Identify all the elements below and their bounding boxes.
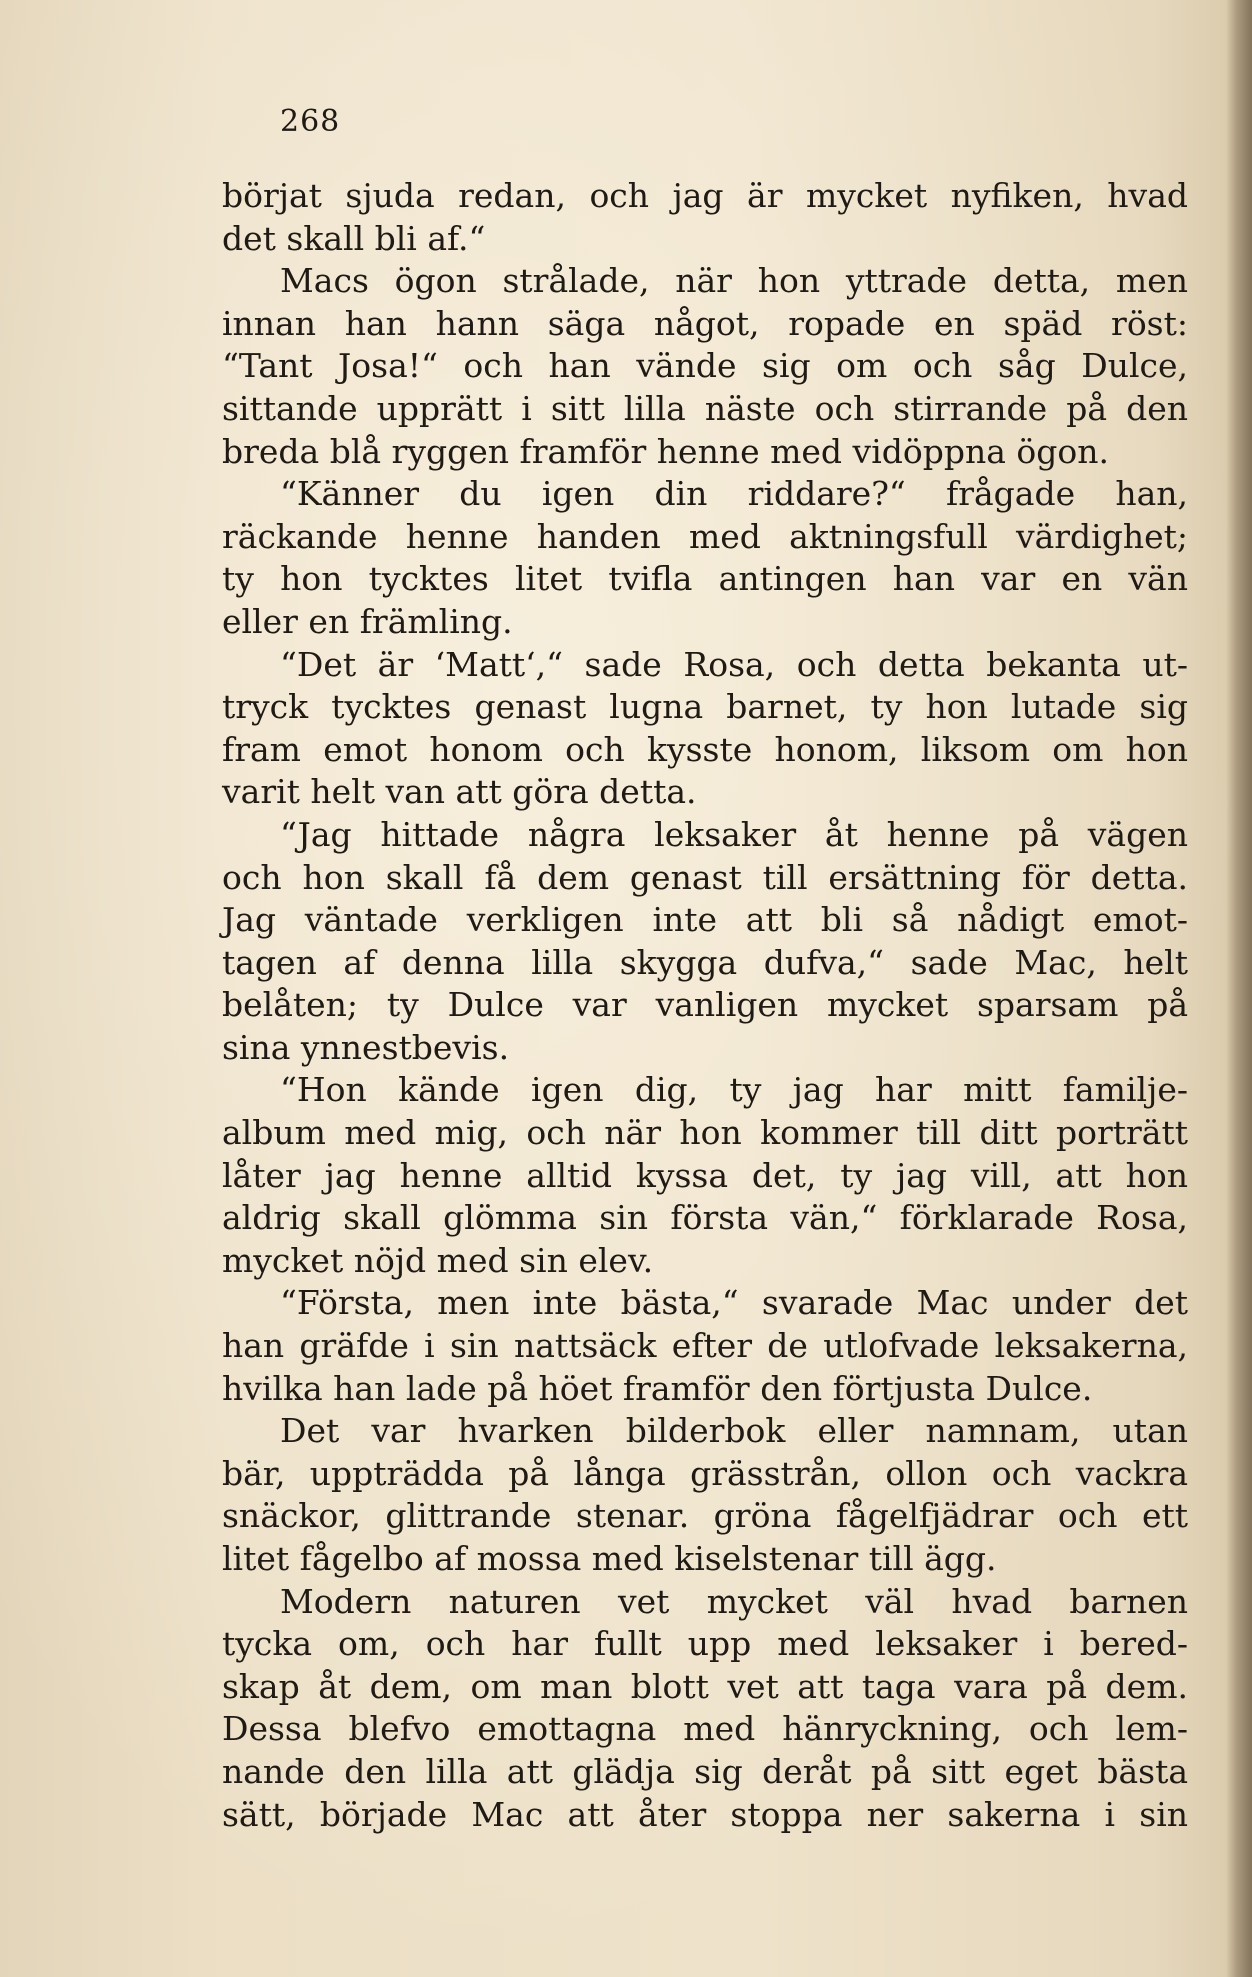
text-line: tycka om, och har fullt upp med leksaker i bered-: [222, 1624, 1188, 1664]
text-line: sätt, började Mac att åter stoppa ner sakerna i sin: [222, 1794, 1188, 1834]
text-line: eller en främling.: [222, 601, 513, 641]
text-line: varit helt van att göra detta.: [222, 772, 697, 812]
text-line: räckande henne handen med aktningsfull värdighet;: [222, 516, 1188, 556]
text-line: ty hon tycktes litet tvifla antingen han var en vän: [222, 559, 1188, 599]
text-line: “Första, men inte bästa,“ svarade Mac under det: [280, 1283, 1188, 1323]
text-line: nande den lilla att glädja sig deråt på sitt eget bästa: [222, 1751, 1188, 1791]
text-line: album med mig, och när hon kommer till ditt porträtt: [222, 1113, 1188, 1153]
text-line: hvilka han lade på höet framför den förtjusta Dulce.: [222, 1368, 1093, 1408]
text-line: Det var hvarken bilderbok eller namnam, utan: [280, 1411, 1188, 1451]
text-line: tryck tycktes genast lugna barnet, ty hon lutade sig: [222, 687, 1188, 727]
text-line: litet fågelbo af mossa med kiselstenar till ägg.: [222, 1539, 997, 1578]
text-line: “Det är ‘Matt‘,“ sade Rosa, och detta bekanta ut-: [280, 644, 1188, 684]
text-line: det skall bli af.“: [222, 218, 486, 258]
text-line: “Hon kände igen dig, ty jag har mitt familje-: [280, 1070, 1188, 1110]
text-line: Jag väntade verkligen inte att bli så nådigt emot-: [222, 900, 1188, 940]
text-line: breda blå ryggen framför henne med vidöppna ögon.: [222, 431, 1110, 471]
text-line: mycket nöjd med sin elev.: [222, 1240, 654, 1280]
text-line: tagen af denna lilla skygga dufva,“ sade Mac, helt: [222, 942, 1188, 982]
text-line: sina ynnestbevis.: [222, 1027, 510, 1067]
text-line: bär, uppträdda på långa grässtrån, ollon och vackra: [222, 1453, 1188, 1493]
text-line: sittande upprätt i sitt lilla näste och stirrande på den: [222, 388, 1188, 428]
text-line: innan han hann säga något, ropade en späd röst:: [222, 303, 1188, 343]
text-line: låter jag henne alltid kyssa det, ty jag vill, att hon: [222, 1155, 1188, 1195]
text-line: han gräfde i sin nattsäck efter de utlofvade leksakerna,: [222, 1326, 1188, 1366]
text-line: skap åt dem, om man blott vet att taga vara på dem.: [222, 1666, 1188, 1706]
text-line: “Känner du igen din riddare?“ frågade han,: [280, 474, 1188, 514]
page-number: 268: [280, 104, 341, 139]
text-line: snäckor, glittrande stenar. gröna fågelfjädrar och ett: [222, 1496, 1188, 1536]
text-line: “Tant Josa!“ och han vände sig om och såg Dulce,: [222, 346, 1188, 386]
text-line: aldrig skall glömma sin första vän,“ förklarade Rosa,: [222, 1198, 1188, 1238]
text-line: Dessa blefvo emottagna med hänryckning, och lem-: [222, 1709, 1188, 1749]
text-line: Macs ögon strålade, när hon yttrade detta, men: [280, 261, 1188, 301]
page-binding-edge: [1226, 0, 1252, 1977]
text-line: och hon skall få dem genast till ersättning för detta.: [222, 857, 1188, 897]
body-text: [222, 175, 1188, 1836]
text-line: belåten; ty Dulce var vanligen mycket sparsam på: [222, 985, 1188, 1025]
text-line: “Jag hittade några leksaker åt henne på vägen: [280, 814, 1188, 854]
text-line: börjat sjuda redan, och jag är mycket nyfiken, hvad: [222, 176, 1188, 215]
text-line: Modern naturen vet mycket väl hvad barnen: [280, 1581, 1188, 1621]
text-line: fram emot honom och kysste honom, liksom om hon: [222, 729, 1188, 769]
